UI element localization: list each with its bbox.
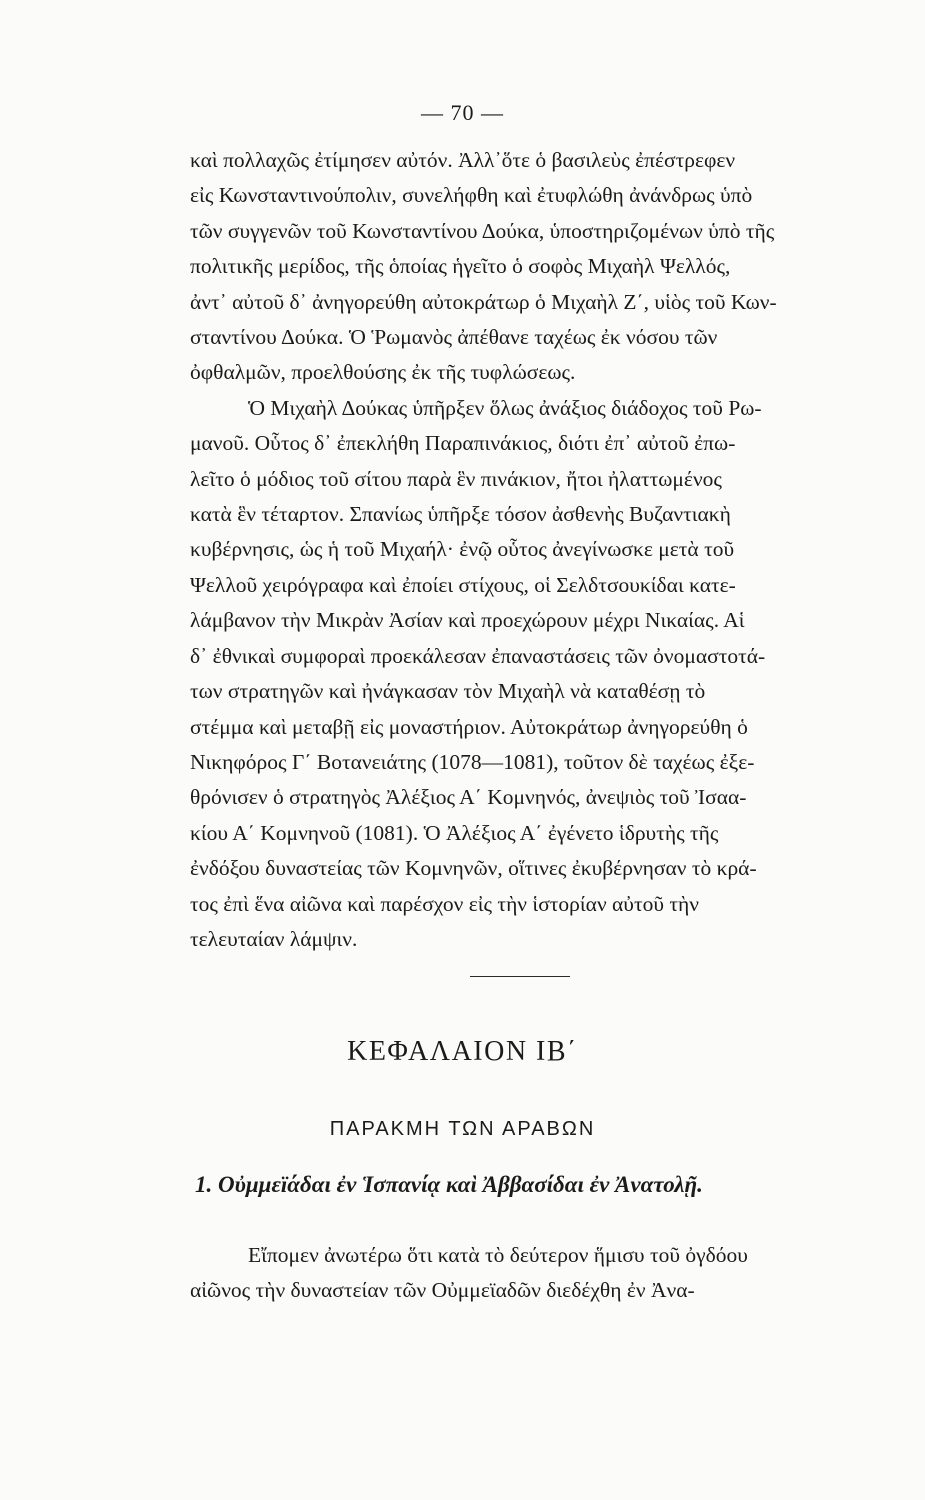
body-line: θρόνισεν ὁ στρατηγὸς Ἀλέξιος Α΄ Κομνηνός, ἀνεψιὸς τοῦ Ἰσαα- xyxy=(190,785,747,810)
section-line: Εἴπομεν ἀνωτέρω ὅτι κατὰ τὸ δεύτερον ἥμισυ τοῦ ὀγδόου xyxy=(248,1243,748,1267)
body-line: στέμμα καὶ μεταβῇ εἰς μοναστήριον. Αὐτοκράτωρ ἀνηγορεύθη ὁ xyxy=(190,714,748,739)
body-line: των στρατηγῶν καὶ ἠνάγκασαν τὸν Μιχαὴλ νὰ καταθέσῃ τὸ xyxy=(190,679,706,704)
body-line: ἀντ᾿ αὐτοῦ δ᾿ ἀνηγορεύθη αὐτοκράτωρ ὁ Μιχαὴλ Ζ΄, υἱὸς τοῦ Κων- xyxy=(190,289,777,314)
body-line: δ᾿ ἐθνικαὶ συμφοραὶ προεκάλεσαν ἐπαναστάσεις τῶν ὀνομαστοτά- xyxy=(190,643,766,668)
chapter-subtitle: ΠΑΡΑΚΜΗ ΤΩΝ ΑΡΑΒΩΝ xyxy=(329,1118,596,1140)
chapter-title: ΚΕΦΑΛΑΙΟΝ ΙΒ΄ xyxy=(347,1036,578,1067)
body-line: Ὁ Μιχαὴλ Δούκας ὑπῆρξεν ὅλως ἀνάξιος διάδοχος τοῦ Ρω- xyxy=(248,395,762,420)
body-line: κυβέρνησις, ὡς ἡ τοῦ Μιχαήλ· ἐνῷ οὗτος ἀνεγίνωσκε μετὰ τοῦ xyxy=(190,537,735,562)
body-paragraphs xyxy=(190,143,902,957)
body-line: κίου Α΄ Κομνηνοῦ (1081). Ὁ Ἀλέξιος Α΄ ἐγένετο ἱδρυτὴς τῆς xyxy=(190,820,719,845)
body-line: λεῖτο ὁ μόδιος τοῦ σίτου παρὰ ἓν πινάκιον, ἤτοι ἠλαττωμένος xyxy=(190,466,722,491)
section-heading: 1. Οὐμμεϊάδαι ἐν Ἱσπανίᾳ καὶ Ἀββασίδαι ἐν Ἀνατολῇ. xyxy=(195,1172,703,1197)
body-line: πολιτικῆς μερίδος, τῆς ὁποίας ἡγεῖτο ὁ σοφὸς Μιχαὴλ Ψελλός, xyxy=(190,254,731,279)
section-paragraph xyxy=(190,1238,902,1308)
section-line: αἰῶνος τὴν δυναστείαν τῶν Οὐμμεϊαδῶν διεδέχθη ἐν Ἀνα- xyxy=(190,1278,695,1302)
body-line: Ψελλοῦ χειρόγραφα καὶ ἐποίει στίχους, οἱ Σελδτσουκίδαι κατε- xyxy=(190,572,736,597)
body-line: σταντίνου Δούκα. Ὁ Ῥωμανὸς ἀπέθανε ταχέως ἐκ νόσου τῶν xyxy=(190,325,718,350)
body-line: λάμβανον τὴν Μικρὰν Ἀσίαν καὶ προεχώρουν μέχρι Νικαίας. Αἱ xyxy=(190,608,745,633)
body-line: μανοῦ. Οὗτος δ᾿ ἐπεκλήθη Παραπινάκιος, διότι ἐπ᾿ αὐτοῦ ἐπω- xyxy=(190,431,736,456)
body-line: Νικηφόρος Γ΄ Βοτανειάτης (1078—1081), τοῦτον δὲ ταχέως ἐξε- xyxy=(190,749,755,774)
body-line: τος ἐπὶ ἕνα αἰῶνα καὶ παρέσχον εἰς τὴν ἱστορίαν αὐτοῦ τὴν xyxy=(190,891,699,916)
body-line: κατὰ ἓν τέταρτον. Σπανίως ὑπῆρξε τόσον ἀσθενὴς Βυζαντιακὴ xyxy=(190,502,731,527)
body-line: ὀφθαλμῶν, προελθούσης ἐκ τῆς τυφλώσεως. xyxy=(190,360,576,385)
body-line: εἰς Κωνσταντινούπολιν, συνελήφθη καὶ ἐτυφλώθη ἀνάνδρως ὑπὸ xyxy=(190,183,753,208)
body-line: ἐνδόξου δυναστείας τῶν Κομνηνῶν, οἵτινες ἐκυβέρνησαν τὸ κρά- xyxy=(190,856,757,881)
body-line: καὶ πολλαχῶς ἐτίμησεν αὐτόν. Ἀλλ᾿ὅτε ὁ βασιλεὺς ἐπέστρεφεν xyxy=(190,148,736,172)
page-number: — 70 — xyxy=(421,100,504,125)
body-line: τῶν συγγενῶν τοῦ Κωνσταντίνου Δούκα, ὑποστηριζομένων ὑπὸ τῆς xyxy=(190,218,775,243)
section-divider xyxy=(470,976,570,977)
body-line: τελευταίαν λάμψιν. xyxy=(190,926,358,951)
